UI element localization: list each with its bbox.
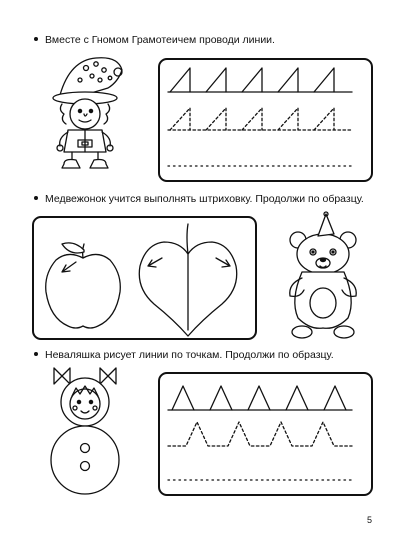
gnome-icon xyxy=(53,58,122,168)
page-number: 5 xyxy=(366,515,372,525)
heart-leaf-icon xyxy=(139,224,236,336)
instruction-3-text: Неваляшка рисует линии по точкам. Продолжи по образцу. xyxy=(45,349,334,361)
tracing-guides-2 xyxy=(168,386,352,480)
tracing-guides-1 xyxy=(168,68,352,166)
teddy-bear-icon xyxy=(290,212,357,338)
instruction-2-text: Медвежонок учится выполнять штриховку. Продолжи по образцу. xyxy=(45,193,364,205)
apple-icon xyxy=(46,243,121,328)
instruction-1-text: Вместе с Гномом Грамотеичем проводи линии. xyxy=(45,34,275,46)
roly-poly-doll-icon xyxy=(51,368,119,494)
